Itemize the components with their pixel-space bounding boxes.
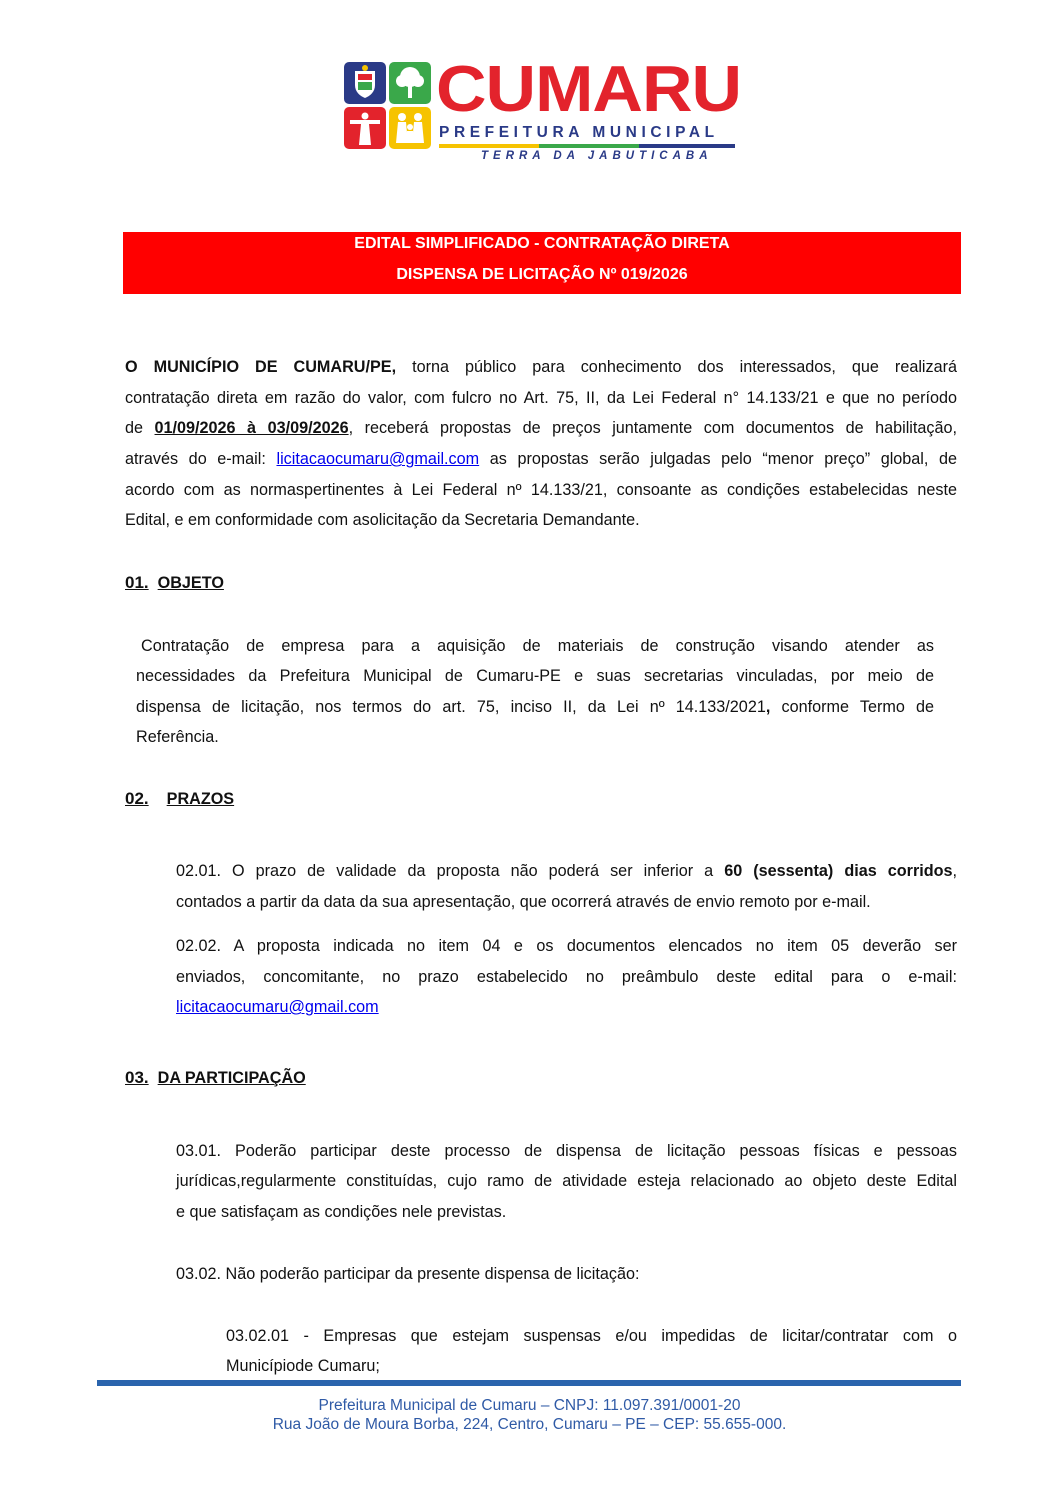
- participacao-item-0302: 03.02. Não poderão participar da presente dispensa de licitação:: [176, 1265, 640, 1283]
- municipality-logo: [344, 52, 744, 168]
- prazos-line: contados a partir da data da sua apresentação, que ocorrerá através de envio remoto por e-mail.: [176, 893, 871, 911]
- footer-cnpj: Prefeitura Municipal de Cumaru – CNPJ: 11.097.391/0001-20: [318, 1397, 741, 1414]
- prazos-line: [176, 997, 957, 1017]
- municipality-name: O MUNICÍPIO DE CUMARU/PE,: [125, 358, 397, 376]
- intro-line: através do e-mail: licitacaocumaru@gmail.com as propostas serão julgadas pelo “menor preço” global, de: [125, 450, 958, 468]
- logo-subtitle: PREFEITURA MUNICIPAL: [439, 124, 719, 141]
- proposal-period-dates: 01/09/2026 à 03/09/2026: [154, 419, 349, 437]
- intro-line: O MUNICÍPIO DE CUMARU/PE, torna público para conhecimento dos interessados, que realizará: [125, 358, 958, 376]
- family-icon: [389, 107, 431, 149]
- participacao-line: 03.02.01 - Empresas que estejam suspensas e/ou impedidas de licitar/contratar com o: [226, 1327, 957, 1345]
- prazos-line: enviados, concomitante, no prazo estabelecido no preâmbulo deste edital para o e-mail:: [176, 968, 957, 986]
- participacao-line: e que satisfaçam as condições nele previstas.: [176, 1203, 507, 1221]
- logo-stripe-green: [539, 144, 639, 148]
- objeto-line: dispensa de licitação, nos termos do art. 75, inciso II, da Lei nº 14.133/2021, conforme Termo de: [136, 698, 934, 716]
- banner-title-line2: DISPENSA DE LICITAÇÃO Nº 019/2026: [396, 266, 688, 283]
- participacao-line: jurídicas,regularmente constituídas, cujo ramo de atividade esteja relacionado ao objeto deste Edital: [176, 1172, 957, 1190]
- prazos-line: 02.01. O prazo de validade da proposta não poderá ser inferior a 60 (sessenta) dias corridos,: [176, 862, 958, 880]
- email-link[interactable]: licitacaocumaru@gmail.com: [176, 998, 379, 1016]
- coat-of-arms-icon: [344, 62, 386, 104]
- intro-line: Edital, e em conformidade com asolicitação da Secretaria Demandante.: [125, 511, 640, 529]
- objeto-line: necessidades da Prefeitura Municipal de Cumaru-PE e suas secretarias vinculadas, por meio de: [136, 667, 934, 685]
- section-heading-objeto: 01. OBJETO: [125, 573, 224, 592]
- email-link[interactable]: licitacaocumaru@gmail.com: [276, 450, 480, 468]
- prazos-line: 02.02. A proposta indicada no item 04 e os documentos elencados no item 05 deverão ser: [176, 937, 957, 955]
- validity-period: 60 (sessenta) dias corridos: [724, 862, 953, 880]
- logo-stripe-blue: [639, 144, 735, 148]
- intro-line: acordo com as normaspertinentes à Lei Federal nº 14.133/21, consoante as condições estabelecidas neste: [125, 481, 957, 499]
- participacao-line: 03.01. Poderão participar deste processo de dispensa de licitação pessoas físicas e pessoas: [176, 1142, 957, 1160]
- objeto-line: Contratação de empresa para a aquisição de materiais de construção visando atender as: [141, 637, 934, 655]
- logo-tagline: TERRA DA JABUTICABA: [481, 150, 713, 162]
- objeto-line: Referência.: [136, 728, 219, 746]
- intro-line: contratação direta em razão do valor, com fulcro no Art. 75, II, da Lei Federal n° 14.133/21 e que no período: [125, 389, 957, 407]
- footer-address: Rua João de Moura Borba, 224, Centro, Cumaru – PE – CEP: 55.655-000.: [272, 1416, 787, 1433]
- logo-wordmark: CUMARU: [436, 52, 742, 125]
- intro-line: de 01/09/2026 à 03/09/2026, receberá propostas de preços juntamente com documentos de habilitação,: [125, 419, 957, 437]
- section-heading-prazos: 02. PRAZOS: [125, 789, 235, 808]
- logo-stripe-yellow: [439, 144, 539, 148]
- participacao-line: Municípiode Cumaru;: [226, 1357, 380, 1375]
- footer-divider: [97, 1380, 961, 1386]
- banner-title-line1: EDITAL SIMPLIFICADO - CONTRATAÇÃO DIRETA: [354, 235, 730, 252]
- tree-icon: [389, 62, 431, 104]
- christ-statue-icon: [344, 107, 386, 149]
- edital-title-banner: [123, 232, 961, 294]
- section-heading-participacao: 03. DA PARTICIPAÇÃO: [125, 1068, 306, 1087]
